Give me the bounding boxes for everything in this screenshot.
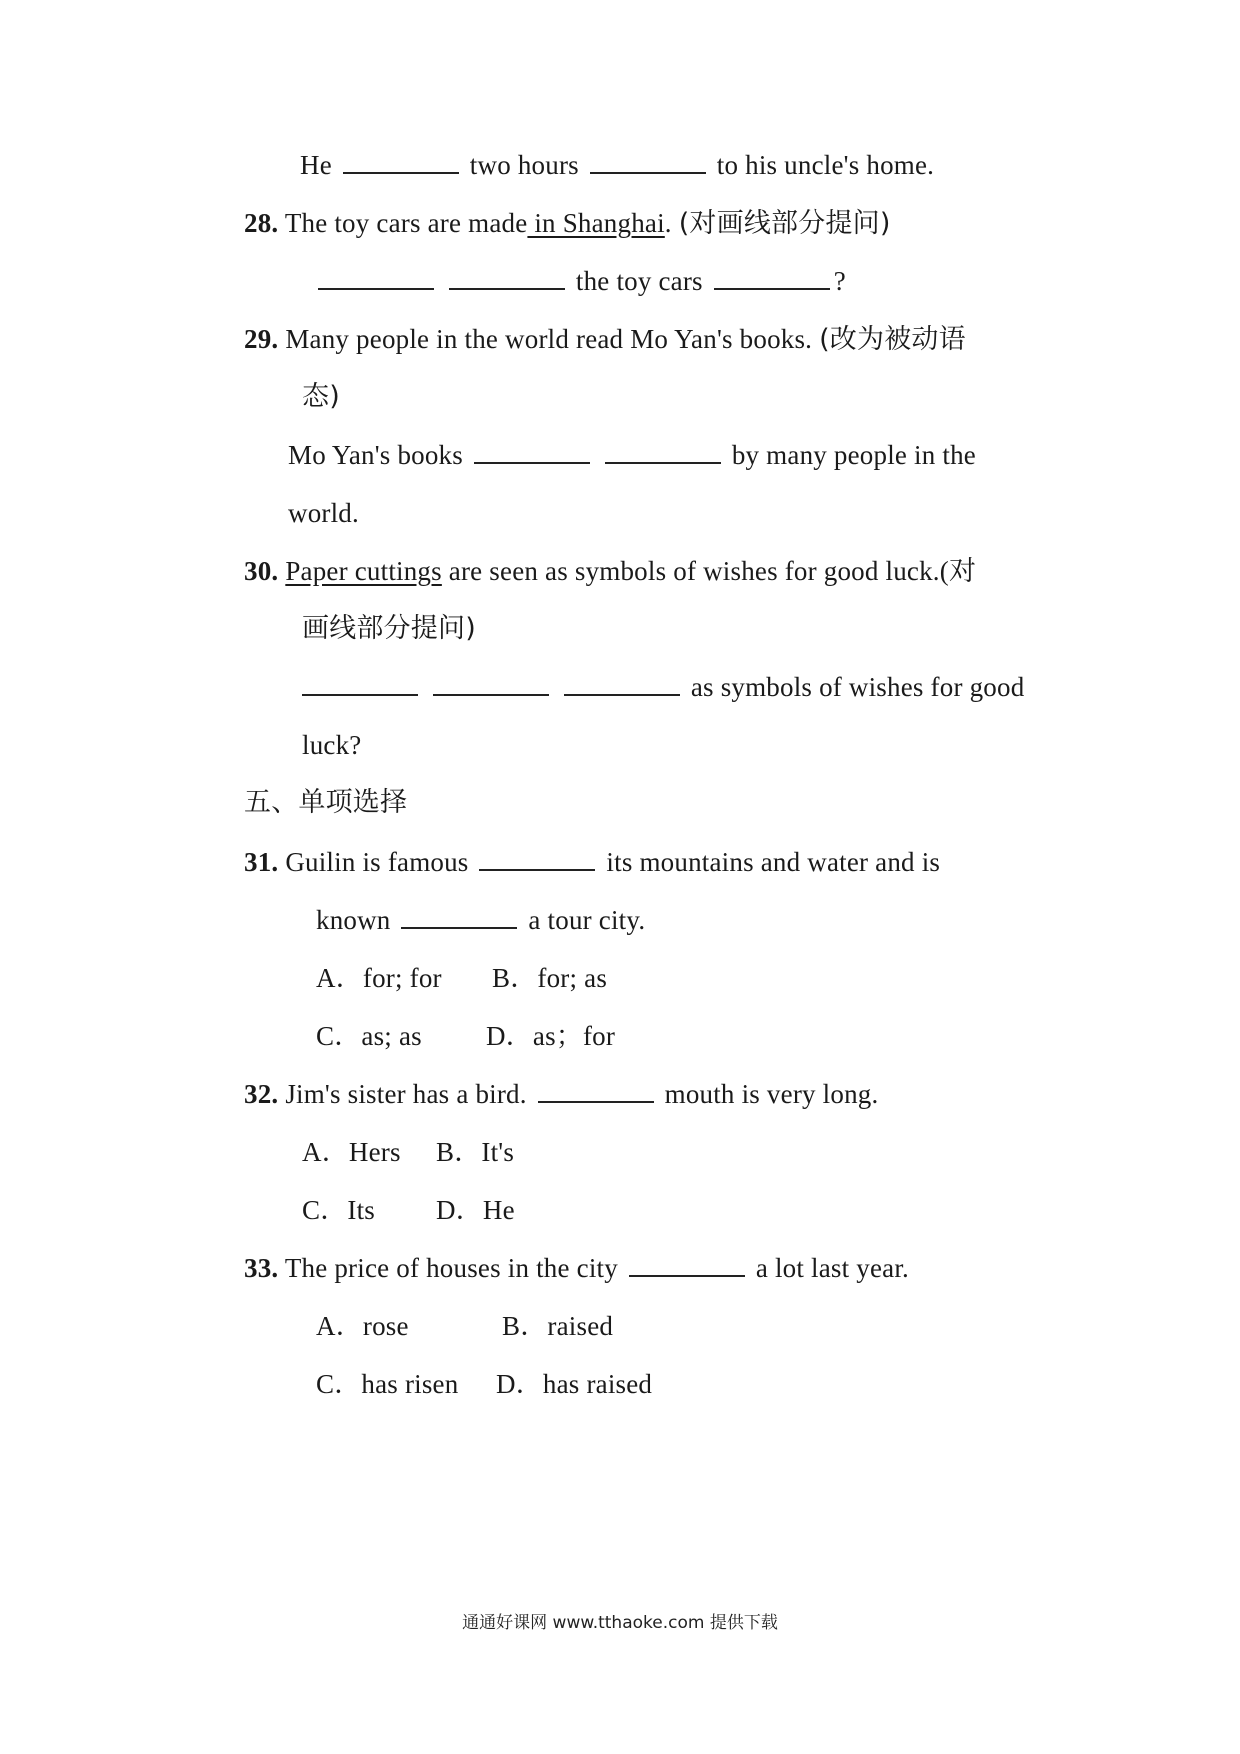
q30-answer-text: as symbols of wishes for good <box>690 672 1025 702</box>
blank <box>474 440 590 464</box>
blank <box>605 440 721 464</box>
question-number: 32. <box>244 1079 279 1109</box>
blank <box>590 150 706 174</box>
q27-answer-line <box>300 148 934 182</box>
q32-options-row2 <box>302 1193 515 1227</box>
q28-period: . <box>664 208 672 238</box>
blank <box>449 266 565 290</box>
q30-answer-line <box>298 670 1024 704</box>
option-b[interactable]: B．raised <box>502 1311 614 1341</box>
question-mark: ? <box>833 266 846 296</box>
q28-text: The toy cars are made <box>284 208 528 238</box>
q31-question <box>244 845 940 879</box>
q29-answer-text: world. <box>288 498 359 528</box>
option-d[interactable]: D．has raised <box>496 1369 653 1399</box>
option-c[interactable]: C．has risen <box>316 1369 459 1399</box>
q31-options-row1 <box>316 961 607 995</box>
q28-answer-line <box>314 264 846 298</box>
section-heading: 五、单项选择 <box>244 787 408 818</box>
instruction: 态) <box>302 381 340 412</box>
q28-answer-text: the toy cars <box>575 266 703 296</box>
blank <box>714 266 830 290</box>
q32-options-row1 <box>302 1135 514 1169</box>
q31-text: Guilin is famous <box>285 847 469 877</box>
q33-question <box>244 1251 909 1285</box>
option-b[interactable]: B．It's <box>436 1137 515 1167</box>
option-d[interactable]: D．He <box>436 1195 515 1225</box>
q31-text: its mountains and water and is <box>606 847 941 877</box>
section-title <box>244 786 407 820</box>
q32-text: Jim's sister has a bird. <box>285 1079 527 1109</box>
q33-options-row1 <box>316 1309 613 1343</box>
q29-text: Many people in the world read Mo Yan's books. <box>285 324 813 354</box>
blank <box>538 1079 654 1103</box>
question-number: 28. <box>244 208 279 238</box>
question-number: 30. <box>244 556 279 586</box>
q29-answer-line <box>288 438 976 472</box>
question-number: 33. <box>244 1253 279 1283</box>
option-a[interactable]: A．rose <box>316 1311 409 1341</box>
q32-question <box>244 1077 878 1111</box>
underlined-phrase: in Shanghai <box>527 208 665 238</box>
option-a[interactable]: A．for; for <box>316 963 442 993</box>
q27-text-c: to his uncle's home. <box>716 150 935 180</box>
q29-answer-text: Mo Yan's books <box>288 440 463 470</box>
instruction: (改为被动语 <box>819 324 966 355</box>
q29-question <box>244 322 966 357</box>
blank <box>343 150 459 174</box>
instruction: 画线部分提问) <box>302 613 476 644</box>
blank <box>318 266 434 290</box>
option-c[interactable]: C．as; as <box>316 1021 422 1051</box>
q33-text: The price of houses in the city <box>284 1253 618 1283</box>
q32-text: mouth is very long. <box>664 1079 879 1109</box>
blank <box>302 672 418 696</box>
q33-text: a lot last year. <box>755 1253 909 1283</box>
q30-question <box>244 554 976 588</box>
underlined-phrase: Paper cuttings <box>285 556 442 586</box>
option-b[interactable]: B．for; as <box>492 963 608 993</box>
blank <box>433 672 549 696</box>
q28-question <box>244 206 891 241</box>
q29-answer-cont <box>288 496 359 530</box>
page-footer <box>0 1612 1240 1634</box>
q31-text: a tour city. <box>528 905 646 935</box>
blank <box>564 672 680 696</box>
q31-question-cont <box>316 903 645 937</box>
q30-instruction-cont <box>302 612 476 646</box>
q29-instruction-cont <box>302 380 340 414</box>
footer-text: 通通好课网 www.tthaoke.com 提供下载 <box>462 1613 778 1633</box>
blank <box>401 905 517 929</box>
instruction: (对画线部分提问) <box>678 208 891 239</box>
question-number: 31. <box>244 847 279 877</box>
q33-options-row2 <box>316 1367 652 1401</box>
q31-text: known <box>316 905 391 935</box>
option-d[interactable]: D．as；for <box>486 1021 616 1051</box>
q30-text: are seen as symbols of wishes for good luck.(对 <box>448 556 977 586</box>
option-a[interactable]: A．Hers <box>302 1137 401 1167</box>
q31-options-row2 <box>316 1019 615 1053</box>
blank <box>629 1253 745 1277</box>
option-c[interactable]: C．Its <box>302 1195 376 1225</box>
q30-answer-text: luck? <box>302 730 362 760</box>
blank <box>479 847 595 871</box>
q29-answer-text: by many people in the <box>731 440 976 470</box>
q30-answer-cont <box>302 728 361 762</box>
q27-text-b: two hours <box>469 150 579 180</box>
question-number: 29. <box>244 324 279 354</box>
q27-text-a: He <box>300 150 332 180</box>
